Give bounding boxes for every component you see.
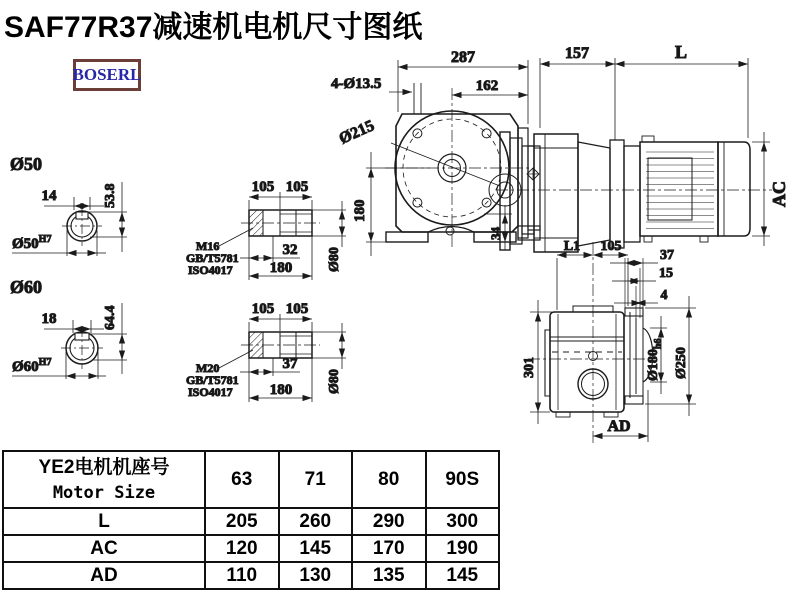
motor-size-63: 63: [205, 451, 279, 508]
front-bolt-holes-label: 4-Ø13.5: [331, 76, 382, 92]
value-L-71: 260: [279, 508, 353, 535]
m16-thread-label: M16: [196, 239, 220, 253]
gearbox-top-view: [522, 239, 696, 443]
motor-size-80: 80: [352, 451, 426, 508]
top-spigot-dia-label: $Ø180_{h6}$: [646, 338, 664, 381]
m16-len-b-label: 105: [285, 179, 309, 195]
value-L-80: 290: [352, 508, 426, 535]
motor-size-71: 71: [279, 451, 353, 508]
m16-len-a-label: 105: [251, 179, 275, 195]
table-row-L: [3, 508, 499, 535]
motor-size-table: [2, 450, 500, 590]
m20-len-a-label: 105: [251, 301, 275, 317]
m20-thread-label: M20: [196, 361, 220, 375]
top-ad-label: AD: [607, 418, 631, 435]
front-foot-height-label: 34: [488, 227, 503, 240]
m16-thread-len-label: 32: [282, 242, 298, 258]
m20-std-iso-label: ISO4017: [188, 385, 233, 399]
top-37-label: 37: [660, 248, 674, 263]
shaft50-key-width-label: 14: [41, 188, 57, 204]
m20-std-gb-label: GB/T5781: [186, 373, 239, 387]
shaft60-bore-label: $Ø60^{H7}$: [12, 357, 52, 375]
top-body-height-label: 301: [522, 357, 537, 378]
front-height-label: 180: [352, 199, 368, 222]
side-motor-len-label: L: [674, 42, 688, 62]
front-offset-label: 162: [475, 78, 499, 94]
rod-m16-drawing: [186, 179, 346, 280]
m16-std-gb-label: GB/T5781: [186, 251, 239, 265]
value-AC-63: 120: [205, 535, 279, 562]
shaft50-height-label: 53.8: [103, 183, 118, 208]
m16-total-len-label: 180: [269, 260, 293, 276]
value-AC-90s: 190: [426, 535, 500, 562]
gearmotor-side-view: [489, 42, 789, 252]
shaft60-title: Ø60: [10, 277, 43, 297]
value-AD-80: 135: [352, 562, 426, 589]
shaft60-key-width-label: 18: [41, 311, 57, 327]
m16-std-iso-label: ISO4017: [188, 263, 233, 277]
value-AC-80: 170: [352, 535, 426, 562]
value-AC-71: 145: [279, 535, 353, 562]
side-gearbox-len-label: 157: [565, 45, 589, 62]
motor-size-90s: 90S: [426, 451, 500, 508]
row-label-L: L: [3, 508, 205, 535]
value-AD-90s: 145: [426, 562, 500, 589]
value-L-63: 205: [205, 508, 279, 535]
value-AD-63: 110: [205, 562, 279, 589]
boserl-logo-text: BOSERL: [72, 65, 142, 84]
top-flange-dia-label: Ø250: [674, 347, 689, 379]
m20-total-len-label: 180: [269, 382, 293, 398]
rod-m20-drawing: [186, 301, 346, 402]
table-header-row: [3, 451, 499, 508]
top-15-label: 15: [659, 266, 673, 281]
row-label-AD: AD: [3, 562, 205, 589]
table-header-en: Motor Size: [52, 482, 156, 503]
shaft60-section: [10, 277, 127, 379]
m20-thread-len-label: 37: [282, 356, 298, 372]
gearbox-front-view: [331, 49, 540, 256]
row-label-AC: AC: [3, 535, 205, 562]
table-header-cn: YE2电机机座号: [38, 456, 170, 478]
value-L-90s: 300: [426, 508, 500, 535]
shaft50-section: [10, 154, 127, 256]
table-row-AD: [3, 562, 499, 589]
page-title: SAF77R37减速机电机尺寸图纸: [4, 11, 423, 44]
front-flange-dia-label: Ø215: [336, 117, 377, 148]
table-row-AC: [3, 535, 499, 562]
value-AD-71: 130: [279, 562, 353, 589]
top-4-label: 4: [660, 288, 668, 303]
shaft50-title: Ø50: [10, 154, 43, 174]
table-header-cell: [3, 451, 205, 508]
top-l1-label: L1: [563, 239, 581, 254]
shaft60-height-label: 64.4: [103, 305, 118, 330]
top-105-label: 105: [600, 239, 622, 254]
front-width-label: 287: [451, 49, 475, 66]
side-motor-dia-label: AC: [769, 181, 789, 207]
m16-dia-label: Ø80: [327, 247, 342, 272]
shaft50-bore-label: $Ø50^{H7}$: [12, 234, 52, 252]
m20-len-b-label: 105: [285, 301, 309, 317]
m20-dia-label: Ø80: [327, 369, 342, 394]
